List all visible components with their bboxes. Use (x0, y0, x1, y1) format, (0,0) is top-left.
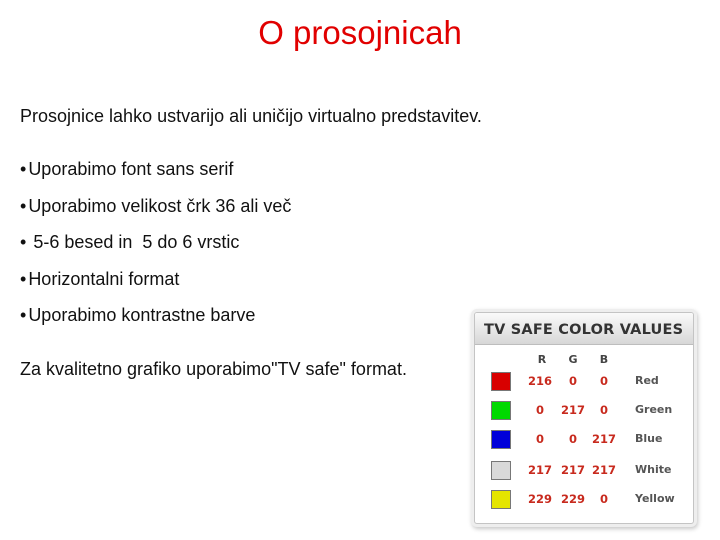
bullet-list (20, 158, 291, 341)
footer-text: Za kvalitetno grafiko uporabimo"TV safe" format. (20, 359, 407, 379)
r-value: 216 (527, 374, 552, 388)
color-name: White (635, 463, 672, 476)
color-swatch (491, 490, 511, 509)
g-value: 217 (560, 463, 585, 477)
color-name: Green (635, 403, 673, 416)
color-swatch (491, 372, 511, 391)
column-header-g: G (568, 353, 578, 366)
color-name: Red (635, 374, 659, 387)
b-value: 217 (591, 432, 616, 446)
r-value: 0 (535, 432, 544, 446)
column-header-b: B (599, 353, 609, 366)
color-swatch (491, 461, 511, 480)
r-value: 229 (527, 492, 552, 506)
color-row-blue (475, 430, 694, 452)
bullet-item: • Horizontalni format (20, 268, 291, 290)
bullet-item: • 5-6 besed in 5 do 6 vrstic (20, 231, 291, 253)
b-value: 0 (599, 492, 608, 506)
g-value: 0 (568, 374, 577, 388)
tv-safe-table-title: TV SAFE COLOR VALUES (475, 313, 693, 345)
color-row-white (475, 461, 694, 483)
color-name: Blue (635, 432, 663, 445)
color-row-green (475, 401, 694, 423)
b-value: 0 (599, 403, 608, 417)
r-value: 217 (527, 463, 552, 477)
g-value: 217 (560, 403, 585, 417)
r-value: 0 (535, 403, 544, 417)
color-row-red (475, 372, 694, 394)
b-value: 0 (599, 374, 608, 388)
slide-title: O prosojnicah (258, 14, 462, 51)
column-header-r: R (537, 353, 547, 366)
color-swatch (491, 430, 511, 449)
bullet-item: • Uporabimo kontrastne barve (20, 304, 291, 326)
color-swatch (491, 401, 511, 420)
intro-text: Prosojnice lahko ustvarijo ali uničijo virtualno predstavitev. (20, 106, 482, 126)
tv-safe-color-table (474, 312, 694, 524)
bullet-item: • Uporabimo velikost črk 36 ali več (20, 195, 291, 217)
b-value: 217 (591, 463, 616, 477)
color-row-yellow (475, 490, 694, 512)
bullet-item: • Uporabimo font sans serif (20, 158, 291, 180)
g-value: 229 (560, 492, 585, 506)
color-name: Yellow (635, 492, 675, 505)
g-value: 0 (568, 432, 577, 446)
